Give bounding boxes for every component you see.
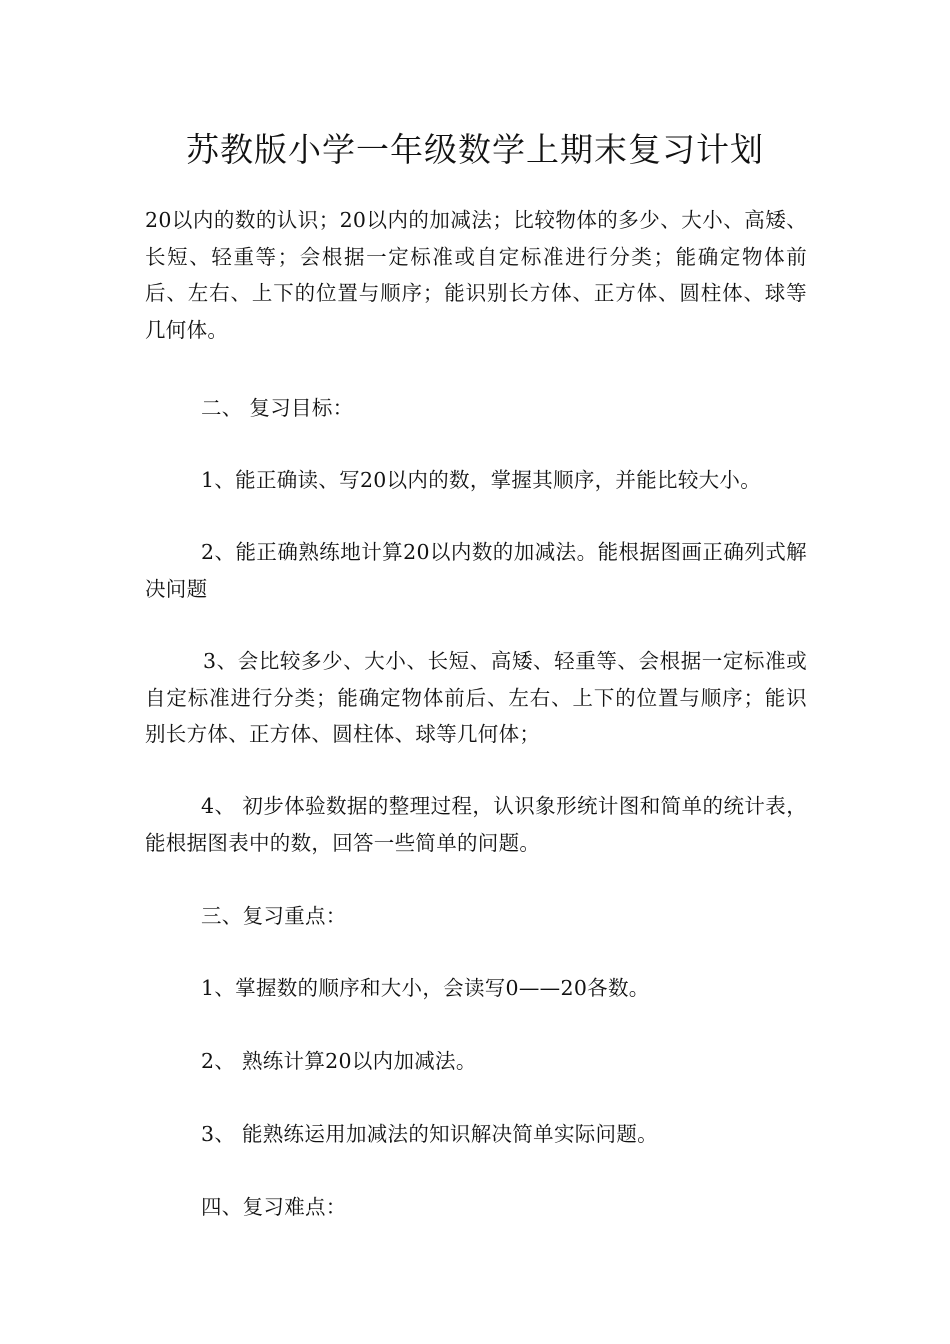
- key-point-3: 3、 能熟练运用加减法的知识解决简单实际问题。: [201, 1122, 658, 1146]
- goal-item-2: 2、能正确熟练地计算20以内数的加减法。能根据图画正确列式解决问题: [145, 540, 807, 601]
- goal-item-3: 3、会比较多少、大小、长短、高矮、轻重等、会根据一定标准或自定标准进行分类；能确定物体前后、左右、上下的位置与顺序；能识别长方体、正方体、圆柱体、球等几何体；: [145, 649, 807, 746]
- intro-paragraph: 20以内的数的认识；20以内的加减法；比较物体的多少、大小、高矮、长短、轻重等；会根据一定标准或自定标准进行分类；能确定物体前后、左右、上下的位置与顺序；能识别长方体、正方体、圆柱体、球等几何体。: [145, 208, 807, 342]
- section-heading-key-points: 三、复习重点：: [201, 904, 347, 928]
- section-heading-goals: 二、 复习目标：: [201, 396, 354, 420]
- key-point-1: 1、掌握数的顺序和大小，会读写0——20各数。: [201, 976, 650, 1000]
- section-heading-difficulties: 四、复习难点：: [201, 1195, 347, 1219]
- goal-item-1: 1、能正确读、写20以内的数，掌握其顺序，并能比较大小。: [201, 468, 762, 492]
- goal-item-4: 4、 初步体验数据的整理过程，认识象形统计图和简单的统计表，能根据图表中的数，回答一些简单的问题。: [145, 794, 807, 855]
- key-point-2: 2、 熟练计算20以内加减法。: [201, 1049, 477, 1073]
- document-title: 苏教版小学一年级数学上期末复习计划: [186, 130, 764, 169]
